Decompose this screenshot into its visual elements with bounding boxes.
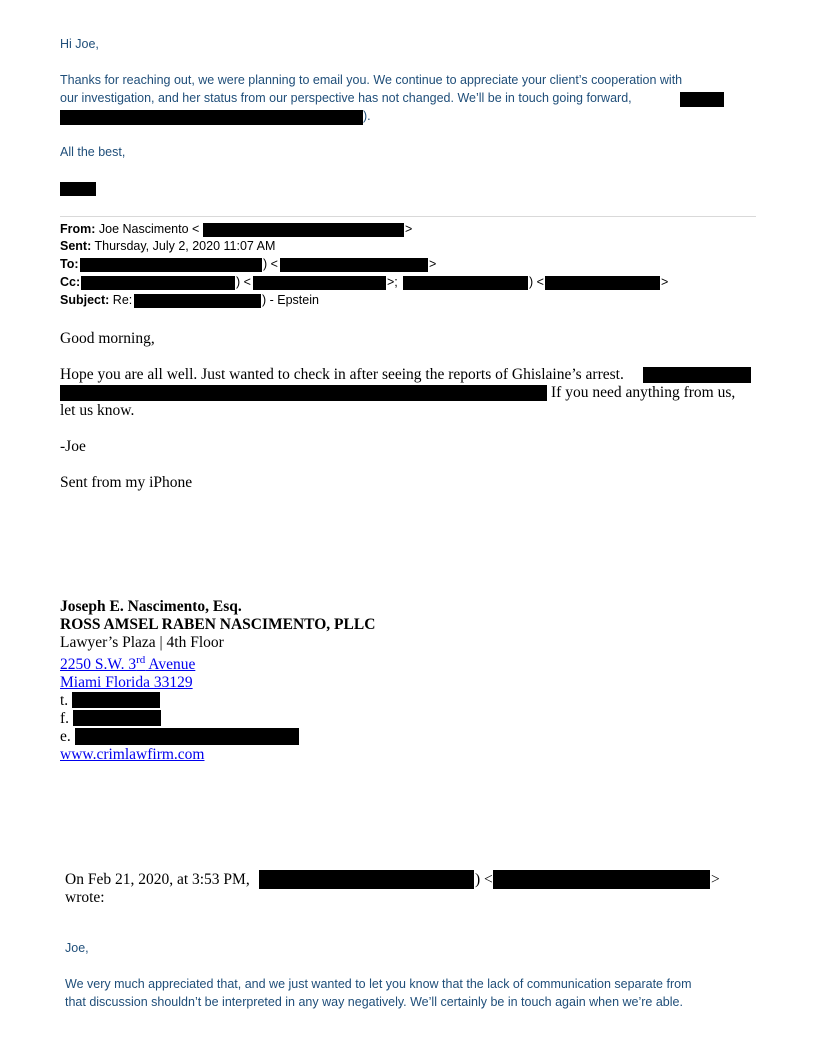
cc-label: Cc: (60, 275, 81, 289)
signature-building: Lawyer’s Plaza | 4th Floor (60, 634, 224, 651)
cc-mid3: ) < (529, 275, 544, 289)
message-sign: -Joe (60, 438, 86, 455)
website-link[interactable]: www.crimlawfirm.com (60, 746, 205, 763)
message-sent-from: Sent from my iPhone (60, 474, 193, 491)
redaction-block (280, 258, 428, 272)
header-divider (60, 216, 756, 217)
quoted-intro-mid: ) < (475, 871, 493, 888)
from-row (60, 222, 199, 236)
redaction-block (493, 870, 710, 889)
redaction-block (203, 223, 404, 237)
subject-label: Subject: (60, 293, 110, 307)
cc-row (60, 275, 80, 289)
reply-body-line2 (60, 91, 632, 105)
reply-signoff: All the best, (60, 145, 126, 159)
reply-body-line1: Thanks for reaching out, we were planning to email you. We continue to appreciate your client’s cooperation with (60, 73, 683, 87)
address1-pre: 2250 S.W. 3 (60, 656, 137, 674)
redaction-block (60, 110, 363, 125)
redaction-block (680, 92, 724, 107)
redaction-block (81, 276, 235, 290)
reply-body-line3-tail: ). (363, 109, 371, 123)
signature-address2[interactable] (60, 674, 193, 692)
quoted-line1: We very much appreciated that, and we just wanted to let you know that the lack of communication separate from (65, 977, 692, 991)
redaction-block (259, 870, 474, 889)
quoted-line2: that discussion shouldn’t be interpreted in any way negatively. We’ll certainly be in touch again when we’re able. (65, 995, 683, 1009)
sent-value: Thursday, July 2, 2020 11:07 AM (94, 239, 276, 253)
to-label: To: (60, 257, 79, 271)
from-tail: > (405, 222, 413, 236)
cc-tail: > (661, 275, 669, 289)
message-line2-tail: If you need anything from us, (551, 384, 736, 401)
address-link[interactable] (60, 656, 195, 673)
signature-address1[interactable] (60, 654, 195, 674)
redaction-block (545, 276, 660, 290)
from-label: From: (60, 222, 96, 236)
message-greeting: Good morning, (60, 330, 155, 347)
to-tail: > (429, 257, 437, 271)
subject-prefix: Re: (112, 293, 133, 307)
signature-e-label: e. (60, 728, 71, 745)
quoted-intro-wrote: wrote: (65, 889, 105, 906)
quoted-greeting: Joe, (65, 941, 89, 955)
signature-website[interactable] (60, 746, 204, 764)
cc-mid1: ) < (236, 275, 251, 289)
message-line1: Hope you are all well. Just wanted to check in after seeing the reports of Ghislaine’s arrest. (60, 366, 624, 383)
signature-f-label: f. (60, 710, 70, 727)
redaction-block (72, 692, 160, 708)
quoted-intro-pre: On Feb 21, 2020, at 3:53 PM, (65, 871, 250, 888)
redaction-block (253, 276, 386, 290)
quoted-intro-tail: > (711, 871, 720, 888)
cc-mid2: >; (387, 275, 398, 289)
subject-row (60, 293, 132, 307)
to-mid: ) < (263, 257, 278, 271)
to-row (60, 257, 79, 271)
redaction-block (60, 385, 547, 401)
message-line3: let us know. (60, 402, 135, 419)
reply-greeting: Hi Joe, (60, 37, 99, 51)
address1-post: Avenue (145, 656, 196, 674)
reply-body-line2-text: our investigation, and her status from our perspective has not changed. We’ll be in touch going forward, (60, 91, 632, 105)
redaction-block (75, 728, 299, 745)
address2-link[interactable]: Miami Florida 33129 (60, 674, 193, 691)
from-name: Joe Nascimento < (98, 222, 200, 236)
redaction-block (80, 258, 262, 272)
sent-row (60, 239, 275, 253)
redaction-block (134, 294, 261, 308)
address1-sup: rd (136, 654, 146, 666)
signature-firm: ROSS AMSEL RABEN NASCIMENTO, PLLC (60, 616, 376, 633)
redaction-block (60, 182, 96, 196)
subject-tail: ) - Epstein (262, 293, 319, 307)
redaction-block (73, 710, 161, 726)
redaction-block (643, 367, 751, 383)
signature-name: Joseph E. Nascimento, Esq. (60, 598, 242, 615)
signature-t-label: t. (60, 692, 69, 709)
redaction-block (403, 276, 528, 290)
sent-label: Sent: (60, 239, 92, 253)
